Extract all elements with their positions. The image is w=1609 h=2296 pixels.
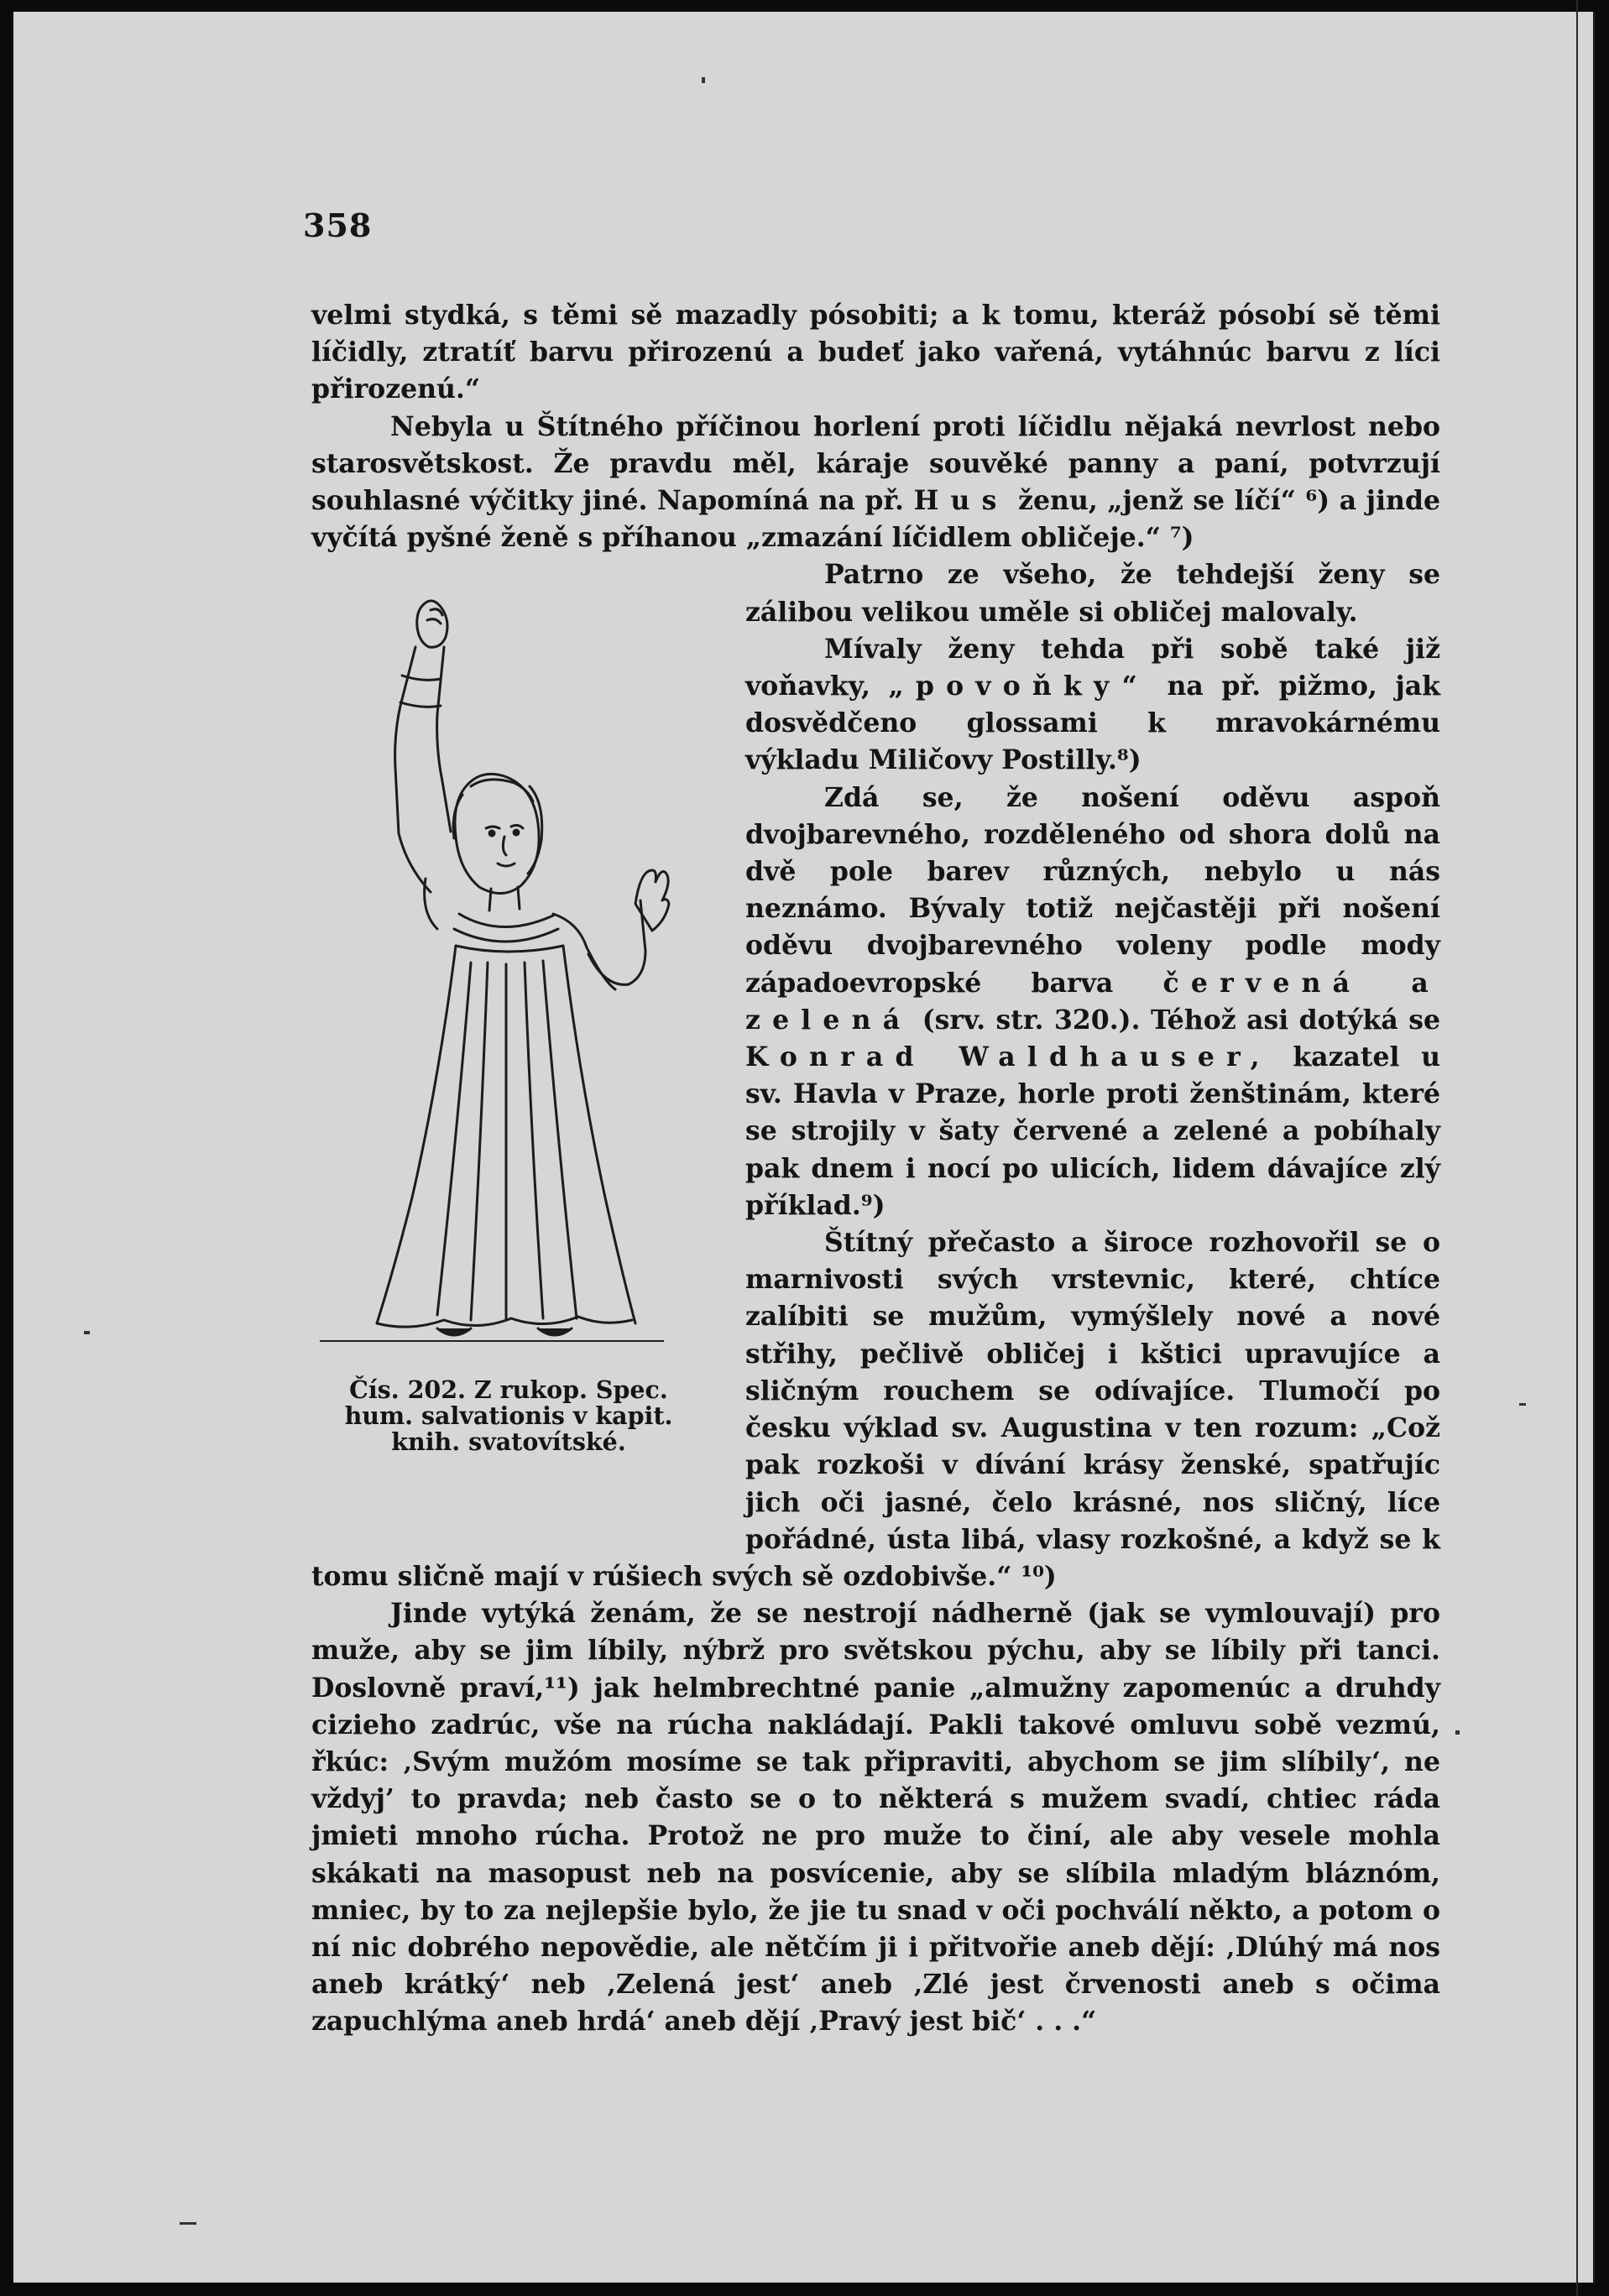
word-zelena: zelená [745,1004,912,1036]
paragraph-5-text-c: kazatel u sv. Havla v Praze, horle proti ženštinám, které se strojily v šaty červené a zelené a pobíhaly pak dnem i nocí po ulicích, lidem dávajíce zlý příklad.⁹) [745,1041,1440,1221]
scan-speck-5 [180,2222,196,2225]
paragraph-2-text-b: ženu, „jenž se líčí“ ⁶) a jinde vyčítá pyšné ženě s příhanou „zmazání líčidlem obličeje.“ ⁷) [311,485,1441,554]
paragraph-4-text-b: na př. pižmo, jak dosvědčeno glossami k mravokárnému výkladu Miličovy Postilly.⁸) [745,671,1441,776]
paragraph-2-text-a: Nebyla u Štítného příčinou horlení proti líčidlu nějaká nevrlost nebo starosvětskost. Že pravdu měl, káraje souvěké panny a paní, potvrzují souhlasné výčitky jiné. Napomíná na př. [311,410,1440,517]
paragraph-1: velmi stydká, s těmi sě mazadly pósobiti; a k tomu, kteráž pósobí sě těmi líčidly, ztratíť barvu přirozenú a budeť jako vařená, vytáhnúc barvu z líci přirozenú.“ [311,300,1440,405]
paragraph-7: Jinde vytýká ženám, že se nestrojí nádherně (jak se vymlouvají) pro muže, aby se jim líbily, nýbrž pro světskou pýchu, aby se líbily při tanci. Doslovně praví,¹¹) jak helmbrechtné panie „almužny zapomenúc a druhdy cizieho zadrúc, vše na rúcha nakládají. Pakli takové omluvu sobě vezmú, řkúc: ‚Svým mužóm mosíme se tak připraviti, abychom se jim slíbily‘, ne vždyj’ to pravda; neb často se o to některá s mužem svadí, chtiec ráda jmieti mnoho rúcha. Protož ne pro muže to činí, ale aby vesele mohla skákati na masopust neb na posvícenie, aby se slíbila mladým bláznóm, mniec, by to za nejlepšie bylo, že jie tu snad v oči pochválí někto, a potom o ní nic dobrého nepovědie, ale nětčím ji i přitvořie aneb dějí: ‚Dlúhý má nos aneb krátký‘ neb ‚Zelená jest‘ aneb ‚Zlé jest črvenosti aneb s očima zapuchlýma aneb hrdá‘ aneb dějí ‚Pravý jest bič‘ . . .“ [311,1598,1440,2038]
body-text [311,297,1440,2041]
word-a: a [1411,967,1440,999]
book-page [13,12,1596,2283]
paragraph-5-text-b: (srv. str. 320.). Téhož asi dotýká se [922,1004,1441,1036]
paragraph-6: Štítný přečasto a široce rozhovořil se o marnivosti svých vrstevnic, které, chtíce zalíbiti se mužům, vymýšlely nové a nové střihy, pečlivě obličej i kštici upravujíce a sličným rouchem se odívajíce. Tlumočí po česku výklad sv. Augustina v ten rozum: „Což pak rozkoši v dívání krásy ženské, spatřujíc jich oči jasné, čelo krásné, nos sličný, líce pořádné, ústa libá, vlasy rozkošné, a když se k tomu sličně mají v rúšiech svých sě ozdobivše.“ ¹⁰) [311,1227,1440,1592]
word-cervena: červená [1162,967,1362,999]
word-povonky: „povoňky“ [888,671,1149,702]
caption-line-3: knih. svatovítské. [391,1427,626,1457]
page-edge [1576,0,1578,2296]
scan-speck-2 [84,1331,90,1334]
scan-speck-3 [1519,1403,1526,1406]
scan-speck-1 [702,77,705,83]
caption-line-2: hum. salvationis v kapit. [344,1401,673,1431]
paragraph-2 [311,409,1440,557]
name-konrad-waldhauser: Konrad Waldhauser, [745,1041,1272,1073]
name-hus: Hus [913,485,1009,517]
caption-line-1: Čís. 202. Z rukop. Spec. [349,1375,668,1405]
figure [311,560,714,1548]
paragraph-4-text-a: Mívaly ženy tehda při sobě také již voňavky, [745,633,1440,702]
figure-ground-line [320,1340,664,1342]
woman-illustration [311,577,706,1349]
paragraph-3: Patrno ze všeho, že tehdejší ženy se zálibou velikou uměle si obličej malovaly. [745,559,1440,628]
scan-speck-4 [1455,1730,1460,1735]
page-number: 358 [303,206,373,244]
figure-caption [311,1377,706,1455]
paragraph-5-text-a: Zdá se, že nošení oděvu aspoň dvojbarevného, rozděleného od shora dolů na dvě pole barev různých, nebylo u nás neznámo. Bývaly totiž nejčastěji při nošení oděvu dvojbarevného voleny podle mody západoevropské barva [745,781,1440,999]
